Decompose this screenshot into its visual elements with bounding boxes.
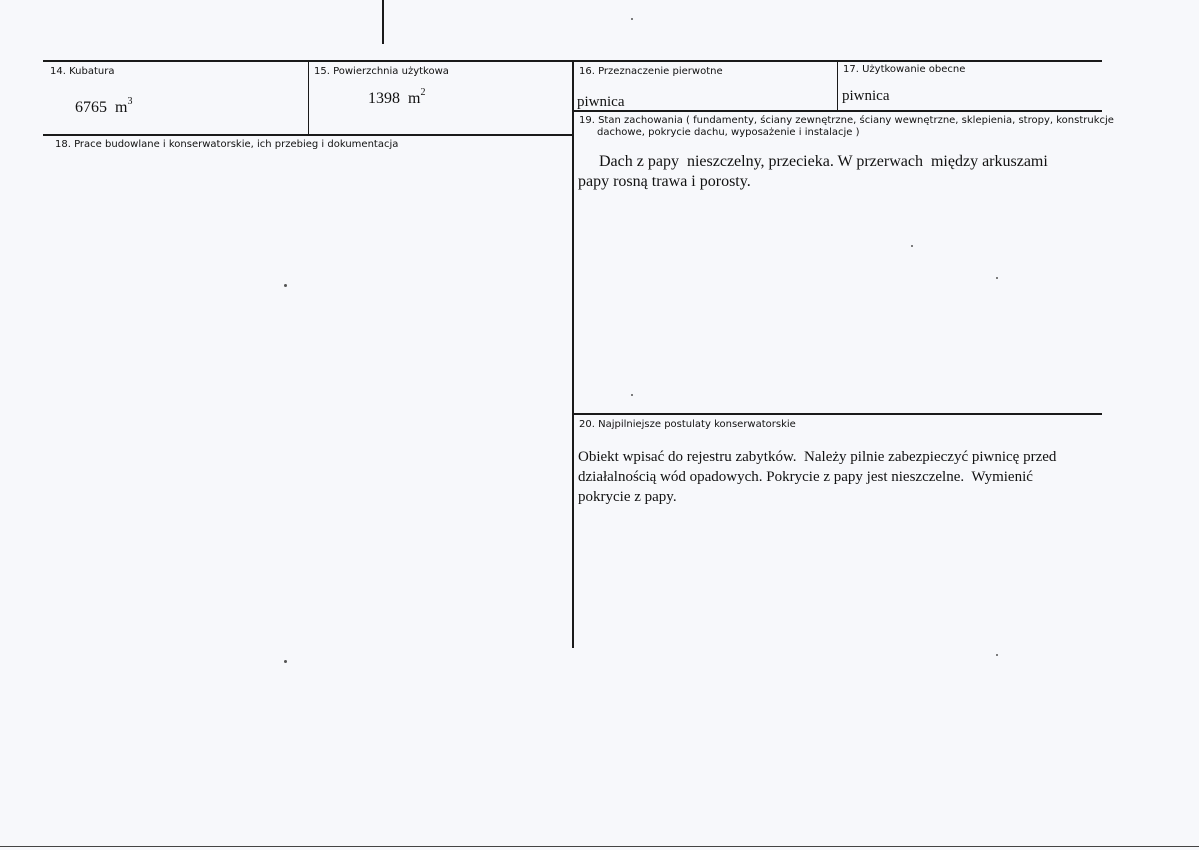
kubatura-label: 14. Kubatura (50, 66, 115, 77)
stan-zachowania-label-line1: 19. Stan zachowania ( fundamenty, ściany zewnętrzne, ściany wewnętrzne, sklepienia, stropy, konstrukcje (579, 115, 1114, 126)
top-tick-line (382, 0, 384, 44)
postulaty-text-line1: Obiekt wpisać do rejestru zabytków. Należy pilnie zabezpieczyć piwnicę przed (578, 449, 1057, 465)
rule-above-20 (573, 413, 1102, 415)
stan-zachowania-label-line2: dachowe, pokrycie dachu, wyposażenie i instalacje ) (597, 127, 860, 138)
rule-under-16-17 (573, 110, 1102, 112)
przeznaczenie-value: piwnica (577, 94, 625, 110)
col1-divider (308, 62, 309, 136)
scan-speck (631, 18, 633, 20)
prace-budowlane-label: 18. Prace budowlane i konserwatorskie, ich przebieg i dokumentacja (55, 139, 399, 150)
postulaty-text (578, 447, 1098, 507)
powierzchnia-unit-exponent: 2 (420, 87, 426, 98)
scan-speck (631, 394, 633, 396)
postulaty-text-line3: pokrycie z papy. (578, 489, 677, 505)
bottom-rule (0, 846, 1199, 847)
scan-speck (911, 245, 913, 247)
stan-zachowania-text (578, 152, 1098, 192)
col4-divider (837, 62, 838, 112)
postulaty-text-line2: działalnością wód opadowych. Pokrycie z papy jest nieszczelne. Wymienić (578, 469, 1033, 485)
center-divider (572, 62, 574, 648)
scan-speck (284, 660, 287, 663)
przeznaczenie-label: 16. Przeznaczenie pierwotne (579, 66, 723, 77)
uzytkowanie-label: 17. Użytkowanie obecne (843, 64, 966, 75)
kubatura-value (75, 96, 133, 117)
postulaty-label: 20. Najpilniejsze postulaty konserwatorskie (579, 419, 796, 430)
kubatura-unit: m (115, 99, 128, 116)
scan-speck (284, 284, 287, 287)
scan-speck (996, 654, 998, 656)
stan-zachowania-text-line2: papy rosną trawa i porosty. (578, 173, 751, 190)
uzytkowanie-value: piwnica (842, 88, 890, 104)
powierzchnia-number: 1398 (368, 90, 400, 107)
stan-zachowania-text-line1: Dach z papy nieszczelny, przecieka. W przerwach między arkuszami (599, 153, 1048, 170)
rule-under-14-15 (43, 134, 573, 136)
powierzchnia-label: 15. Powierzchnia użytkowa (314, 66, 449, 77)
powierzchnia-unit: m (408, 90, 421, 107)
kubatura-unit-exponent: 3 (127, 96, 133, 107)
kubatura-number: 6765 (75, 99, 107, 116)
powierzchnia-value (368, 87, 426, 108)
scan-speck (996, 277, 998, 279)
